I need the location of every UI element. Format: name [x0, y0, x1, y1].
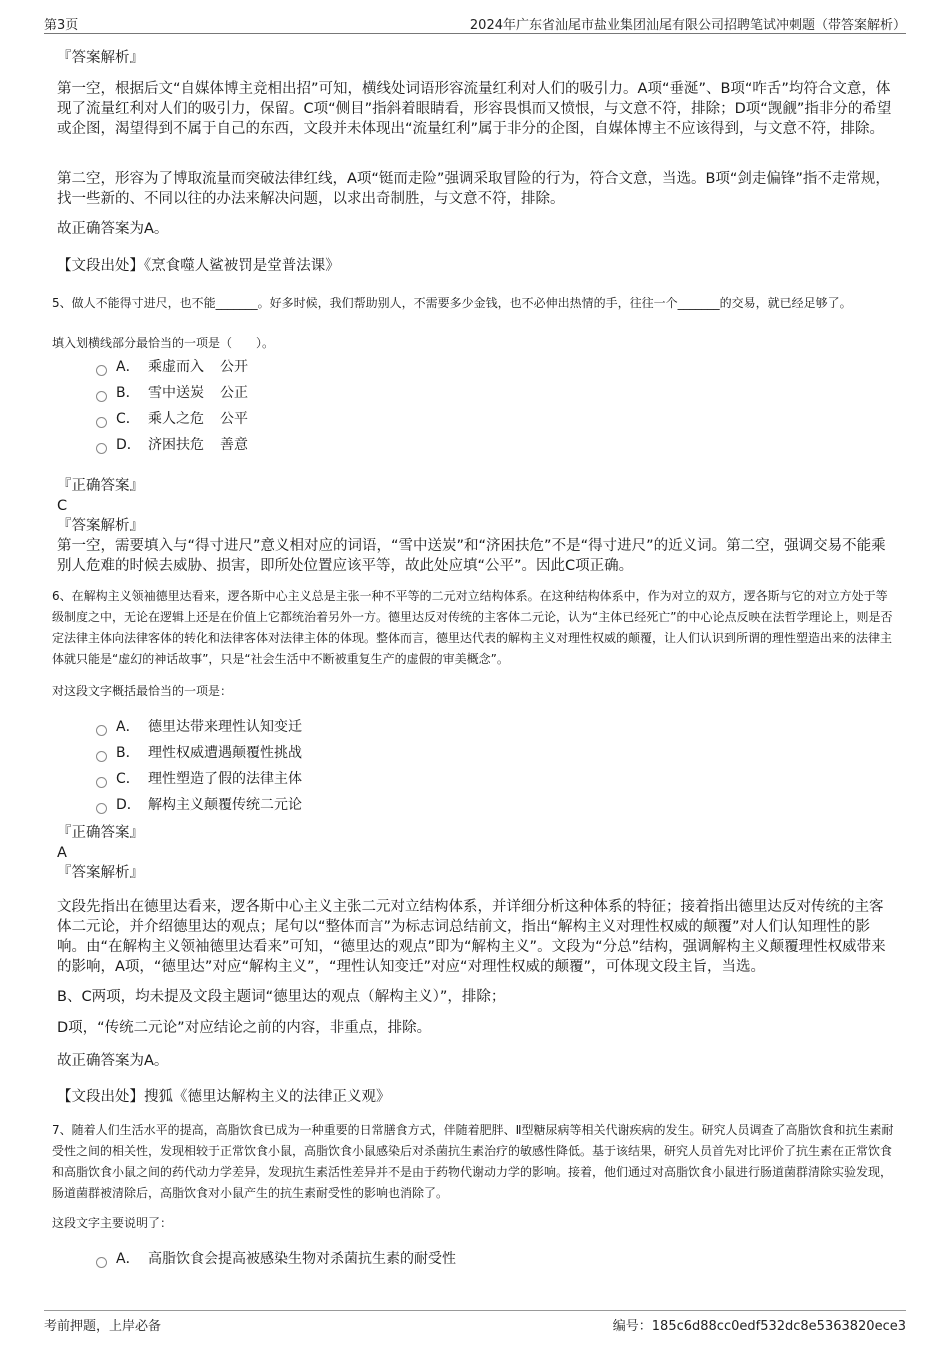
q5-prompt: 填入划横线部分最恰当的一项是（ ）。 — [52, 336, 275, 350]
q6-option-c[interactable]: C． 理性塑造了假的法律主体 — [96, 769, 302, 789]
q5-option-c[interactable]: C． 乘人之危 公平 — [96, 409, 248, 429]
radio-icon[interactable] — [96, 803, 107, 814]
q6-analysis-para2: B、C两项，均未提及文段主题词“德里达的观点（解构主义）”，排除； — [57, 989, 506, 1005]
page-footer — [44, 1310, 906, 1334]
q6-option-a[interactable]: A． 德里达带来理性认知变迁 — [96, 717, 302, 737]
page-number: 第3页 — [44, 18, 79, 33]
q5-analysis: 第一空，需要填入与“得寸进尺”意义相对应的词语，“雪中送炭”和“济困扶危”不是“得寸进尺”的近义词。第二空，强调交易不能乘别人危难的时候去威胁、损害，即所处位置应该平等，故此处应填“公平”。因此C项正确。 — [57, 538, 886, 574]
q5-stem: 5、做人不能得寸进尺，也不能_______。好多时候，我们帮助别人，不需要多少金钱，也不必伸出热情的手，往往一个_______的交易，就已经足够了。 — [52, 296, 852, 310]
q5-analysis-label: 『答案解析』 — [57, 518, 144, 534]
q4-analysis-para1: 第一空，根据后文“自媒体博主竞相出招”可知，横线处词语形容流量红利对人们的吸引力。A项“垂涎”、B项“咋舌”均符合文意，体现了流量红利对人们的吸引力，保留。C项“侧目”指斜着眼睛看，形容畏惧而又愤恨，与文意不符，排除；D项“觊觎”指非分的希望或企图，渴望得到不属于自己的东西，文段并未体现出“流量红利”属于非分的企图，自媒体博主不应该得到，与文意不符，排除。 — [57, 81, 892, 137]
q6-answer: A — [57, 845, 67, 861]
q6-analysis-para3: D项，“传统二元论”对应结论之前的内容，非重点，排除。 — [57, 1020, 432, 1036]
q6-answer-label: 『正确答案』 — [57, 825, 144, 841]
q5-option-b[interactable]: B． 雪中送炭 公正 — [96, 383, 248, 403]
q5-option-a[interactable]: A． 乘虚而入 公开 — [96, 357, 248, 377]
radio-icon[interactable] — [96, 365, 107, 376]
q5-answer-label: 『正确答案』 — [57, 478, 144, 494]
q6-prompt: 对这段文字概括最恰当的一项是： — [52, 684, 233, 698]
radio-icon[interactable] — [96, 725, 107, 736]
radio-icon[interactable] — [96, 417, 107, 428]
q7-stem: 7、随着人们生活水平的提高，高脂饮食已成为一种重要的日常膳食方式，伴随着肥胖、Ⅱ型糖尿病等相关代谢疾病的发生。研究人员调查了高脂饮食和抗生素耐受性之间的相关性，发现相较于正常饮食小鼠，高脂饮食小鼠感染后对杀菌抗生素治疗的敏感性降低。基于该结果，研究人员首先对比评价了抗生素在正常饮食和高脂饮食小鼠之间的药代动力学差异，发现抗生素活性差异并不是由于药物代谢动力学的影响。接着，他们通过对高脂饮食小鼠进行肠道菌群清除实验发现，肠道菌群被清除后，高脂饮食对小鼠产生的抗生素耐受性的影响也消除了。 — [52, 1123, 894, 1200]
radio-icon[interactable] — [96, 391, 107, 402]
q6-conclusion: 故正确答案为A。 — [57, 1053, 169, 1069]
q6-option-b[interactable]: B． 理性权威遭遇颠覆性挑战 — [96, 743, 302, 763]
radio-icon[interactable] — [96, 443, 107, 454]
document-id: 编号：185c6d88cc0edf532dc8e5363820ece3 — [612, 1319, 906, 1334]
q6-stem: 6、在解构主义领袖德里达看来，逻各斯中心主义总是主张一种不平等的二元对立结构体系。在这种结构体系中，作为对立的双方，逻各斯与它的对立方处于等级制度之中，无论在逻辑上还是在价值上它都统治着另外一方。德里达反对传统的主客体二元论，认为“主体已经死亡”的中心论点反映在法哲学理论上，则是否定法律主体向法律客体的转化和法律客体对法律主体的体现。整体而言，德里达代表的解构主义对理性权威的颠覆，让人们认识到所谓的理性塑造出来的法律主体就只能是“虚幻的神话故事”，只是“社会生活中不断被重复生产的虚假的审美概念”。 — [52, 589, 893, 666]
q7-option-a[interactable]: A． 高脂饮食会提高被感染生物对杀菌抗生素的耐受性 — [96, 1249, 456, 1269]
q4-conclusion: 故正确答案为A。 — [57, 221, 169, 237]
footer-slogan: 考前押题，上岸必备 — [44, 1319, 162, 1334]
q7-prompt: 这段文字主要说明了： — [52, 1216, 173, 1230]
q4-source: 【文段出处】《烹食噬人鲨被罚是堂普法课》 — [57, 258, 340, 274]
radio-icon[interactable] — [96, 751, 107, 762]
q6-analysis-para1: 文段先指出在德里达看来，逻各斯中心主义主张二元对立结构体系，并详细分析这种体系的特征；接着指出德里达反对传统的主客体二元论，并介绍德里达的观点；尾句以“整体而言”为标志词总结前文，指出“解构主义对理性权威的颠覆”对人们认知理性的影响。由“在解构主义领袖德里达看来”可知，“德里达的观点”即为“解构主义”。文段为“分总”结构，强调解构主义颠覆理性权威带来的影响，A项，“德里达”对应“解构主义”，“理性认知变迁”对应“对理性权威的颠覆”，可体现文段主旨，当选。 — [57, 899, 886, 975]
radio-icon[interactable] — [96, 1257, 107, 1268]
q5-answer: C — [57, 498, 68, 514]
q6-source: 【文段出处】搜狐《德里达解构主义的法律正义观》 — [57, 1089, 391, 1105]
radio-icon[interactable] — [96, 777, 107, 788]
q6-analysis-label: 『答案解析』 — [57, 865, 144, 881]
document-title: 2024年广东省汕尾市盐业集团汕尾有限公司招聘笔试冲刺题（带答案解析） — [469, 18, 906, 33]
q5-option-d[interactable]: D． 济困扶危 善意 — [96, 435, 248, 455]
q4-analysis-para2: 第二空，形容为了博取流量而突破法律红线，A项“铤而走险”强调采取冒险的行为，符合文意，当选。B项“剑走偏锋”指不走常规，找一些新的、不同以往的办法来解决问题，以求出奇制胜，与文意不符，排除。 — [57, 171, 890, 207]
q6-option-d[interactable]: D． 解构主义颠覆传统二元论 — [96, 795, 302, 815]
page-header — [44, 14, 906, 34]
q4-analysis-label: 『答案解析』 — [57, 50, 144, 66]
